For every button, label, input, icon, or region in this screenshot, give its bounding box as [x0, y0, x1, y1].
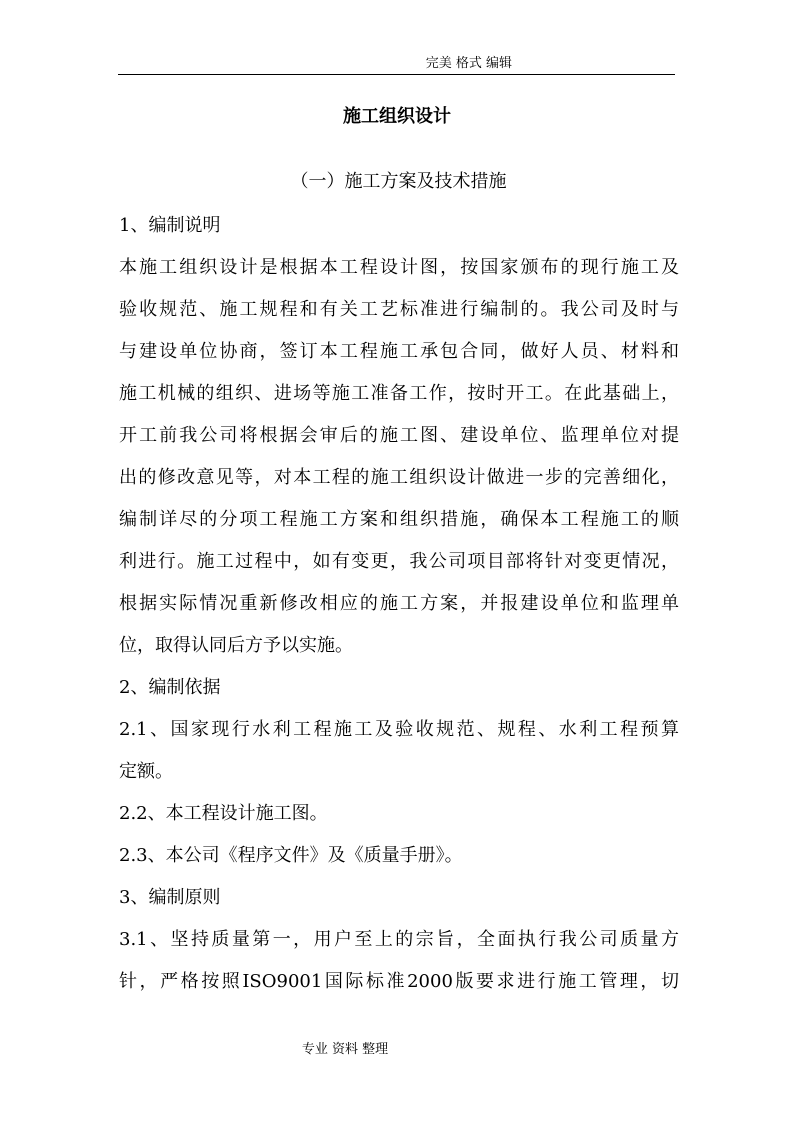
- list-item-line: 3.1、坚持质量第一，用户至上的宗旨，全面执行我公司质量方: [119, 929, 679, 950]
- paragraph-line: 验收规范、施工规程和有关工艺标准进行编制的。我公司及时与: [119, 299, 679, 320]
- paragraph-line: 编制详尽的分项工程施工方案和组织措施，确保本工程施工的顺: [119, 509, 679, 530]
- section-heading-2: 2、编制依据: [119, 677, 221, 698]
- paragraph-line: 根据实际情况重新修改相应的施工方案，并报建设单位和监理单: [119, 593, 679, 614]
- section-heading-3: 3、编制原则: [119, 887, 221, 908]
- paragraph-line: 开工前我公司将根据会审后的施工图、建设单位、监理单位对提: [119, 425, 679, 446]
- paragraph-line: 出的修改意见等，对本工程的施工组织设计做进一步的完善细化，: [119, 467, 679, 488]
- paragraph-line: 施工机械的组织、进场等施工准备工作，按时开工。在此基础上，: [119, 383, 679, 404]
- paragraph-line: 与建设单位协商，签订本工程施工承包合同，做好人员、材料和: [119, 341, 679, 362]
- paragraph-line: 位，取得认同后方予以实施。: [119, 635, 353, 656]
- paragraph-line: 本施工组织设计是根据本工程设计图，按国家颁布的现行施工及: [119, 257, 679, 278]
- list-item-line: 定额。: [119, 761, 173, 782]
- list-item-line: 2.1、国家现行水利工程施工及验收规范、规程、水利工程预算: [119, 719, 679, 740]
- paragraph-line: 利进行。施工过程中，如有变更，我公司项目部将针对变更情况，: [119, 551, 679, 572]
- header-divider: [118, 74, 675, 75]
- page-header: 完美 格式 编辑: [425, 56, 512, 71]
- section-heading-1: 1、编制说明: [119, 215, 221, 236]
- list-item: 2.3、本公司《程序文件》及《质量手册》。: [119, 845, 463, 866]
- page-footer: 专业 资料 整理: [301, 1042, 389, 1057]
- document-title: 施工组织设计: [343, 106, 451, 127]
- section-subtitle: （一）施工方案及技术措施: [290, 171, 507, 192]
- list-item-line: 针，严格按照ISO9001国际标准2000版要求进行施工管理，切: [119, 971, 679, 992]
- list-item: 2.2、本工程设计施工图。: [119, 803, 328, 824]
